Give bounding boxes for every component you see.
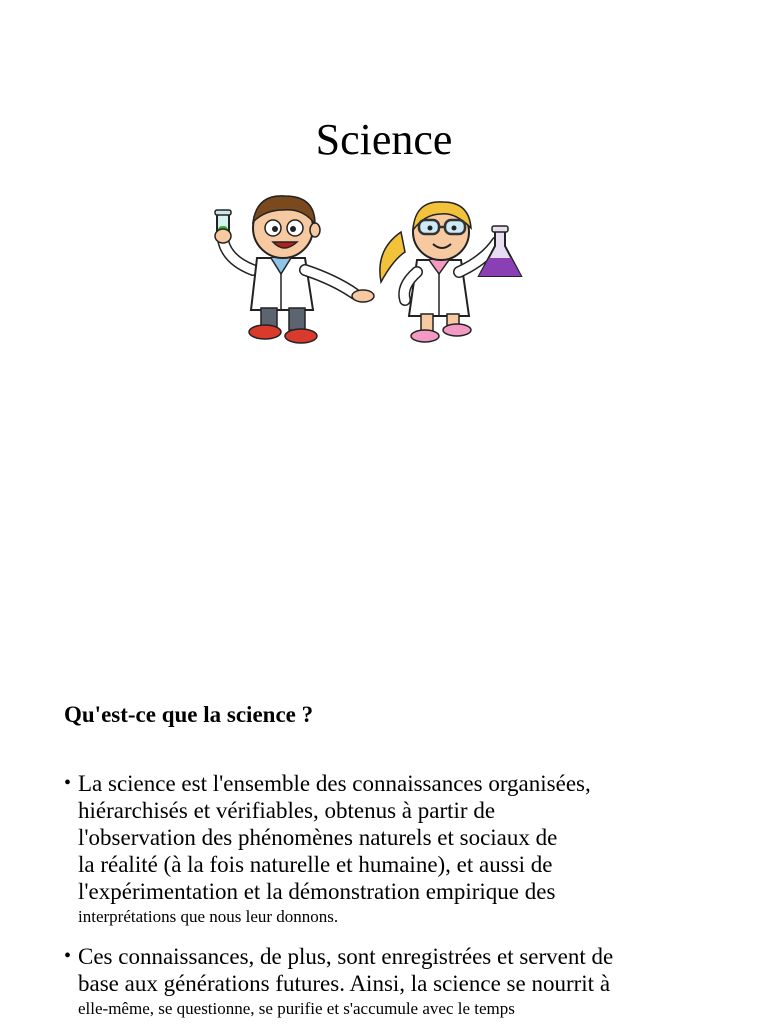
- scientist-kids-illustration: [205, 190, 535, 350]
- bullet-line: l'expérimentation et la démonstration empirique des: [78, 879, 556, 904]
- bullet-dot-icon: •: [64, 945, 72, 967]
- boy-scientist: [215, 196, 374, 343]
- bullet-line: base aux générations futures. Ainsi, la science se nourrit à: [78, 971, 611, 996]
- bullet-line: La science est l'ensemble des connaissances organisées,: [78, 771, 591, 796]
- girl-scientist: [380, 202, 521, 342]
- bullet-line: hiérarchisés et vérifiables, obtenus à partir de: [78, 798, 496, 823]
- bullet-list: [64, 770, 744, 1035]
- slide-title: Science: [315, 115, 453, 164]
- section-heading: Qu'est-ce que la science ?: [64, 702, 314, 727]
- bullet-item: [64, 943, 744, 1021]
- bullet-line-small: interprétations que nous leur donnons.: [78, 907, 339, 926]
- bullet-line: l'observation des phénomènes naturels et sociaux de: [78, 825, 558, 850]
- bullet-line: la réalité (à la fois naturelle et humaine), et aussi de: [78, 852, 553, 877]
- bullet-line: Ces connaissances, de plus, sont enregistrées et servent de: [78, 944, 614, 969]
- bullet-line-small: elle-même, se questionne, se purifie et s'accumule avec le temps: [78, 999, 515, 1018]
- bullet-dot-icon: •: [64, 772, 72, 794]
- bullet-item: [64, 770, 744, 929]
